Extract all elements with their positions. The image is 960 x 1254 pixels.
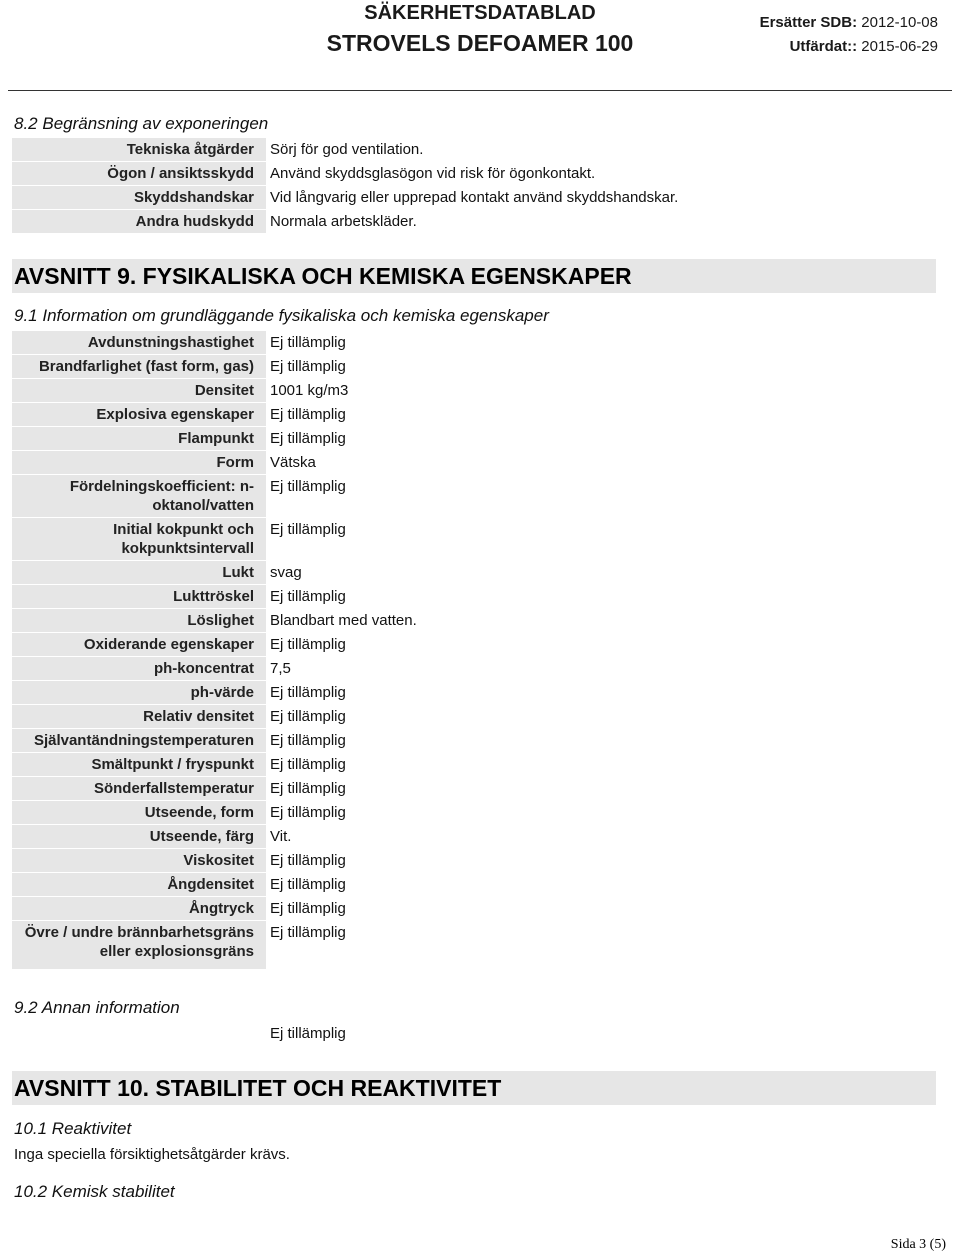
section-9-title: AVSNITT 9. FYSIKALISKA OCH KEMISKA EGENSKAPER	[12, 259, 936, 293]
table-row	[12, 777, 936, 800]
table-row	[12, 331, 936, 354]
table-row	[12, 849, 936, 872]
property-value: Använd skyddsglasögon vid risk för ögonkontakt.	[270, 165, 596, 182]
issued-date: 2015-06-29	[861, 38, 938, 55]
table-row	[12, 186, 936, 209]
property-value: Ej tillämplig	[270, 756, 346, 773]
property-label: Övre / undre brännbarhetsgräns eller explosionsgräns	[12, 921, 266, 969]
property-value: svag	[270, 564, 302, 581]
property-label: Lukt	[12, 561, 266, 584]
property-value: Ej tillämplig	[270, 588, 346, 605]
table-row	[12, 162, 936, 185]
property-value: Ej tillämplig	[270, 684, 346, 701]
property-value: Ej tillämplig	[270, 900, 346, 917]
property-value: Ej tillämplig	[270, 708, 346, 725]
property-value: Vätska	[270, 454, 316, 471]
property-label: Brandfarlighet (fast form, gas)	[12, 355, 266, 378]
property-value: Normala arbetskläder.	[270, 213, 417, 230]
table-row	[12, 753, 936, 776]
subheading-10-1: 10.1 Reaktivitet	[14, 1119, 132, 1138]
issued-date-line	[790, 38, 938, 55]
property-label: Skyddshandskar	[12, 186, 266, 209]
reactivity-text: Inga speciella försiktighetsåtgärder krävs.	[14, 1146, 290, 1163]
property-label: Flampunkt	[12, 427, 266, 450]
property-value: Ej tillämplig	[270, 334, 346, 351]
property-label: ph-koncentrat	[12, 657, 266, 680]
table-row	[12, 681, 936, 704]
property-label: Löslighet	[12, 609, 266, 632]
table-row	[12, 210, 936, 233]
property-value: Ej tillämplig	[270, 780, 346, 797]
property-value: 1001 kg/m3	[270, 382, 349, 399]
table-row	[12, 379, 936, 402]
property-label: Initial kokpunkt och kokpunktsintervall	[12, 518, 266, 560]
section-10-title: AVSNITT 10. STABILITET OCH REAKTIVITET	[12, 1071, 936, 1105]
property-value: Ej tillämplig	[270, 804, 346, 821]
subheading-9-2: 9.2 Annan information	[14, 998, 180, 1017]
property-label: Form	[12, 451, 266, 474]
header-divider	[8, 90, 952, 91]
table-row	[12, 355, 936, 378]
property-label: Ångdensitet	[12, 873, 266, 896]
property-label: Utseende, form	[12, 801, 266, 824]
property-value: Ej tillämplig	[270, 406, 346, 423]
property-value: Ej tillämplig	[270, 636, 346, 653]
property-value: Ej tillämplig	[270, 924, 346, 941]
table-row	[12, 729, 936, 752]
property-label: Ångtryck	[12, 897, 266, 920]
property-label: Ögon / ansiktsskydd	[12, 162, 266, 185]
other-info-value: Ej tillämplig	[270, 1025, 346, 1042]
property-value: Ej tillämplig	[270, 852, 346, 869]
property-value: Ej tillämplig	[270, 732, 346, 749]
table-row	[12, 633, 936, 656]
property-label: Sönderfallstemperatur	[12, 777, 266, 800]
subheading-9-1: 9.1 Information om grundläggande fysikaliska och kemiska egenskaper	[14, 306, 549, 325]
property-label: Explosiva egenskaper	[12, 403, 266, 426]
table-row	[12, 609, 936, 632]
table-row	[12, 427, 936, 450]
property-label: Fördelningskoefficient: n-oktanol/vatten	[12, 475, 266, 517]
replaces-sdb	[760, 14, 938, 31]
property-value: Ej tillämplig	[270, 521, 346, 538]
replaces-label: Ersätter SDB:	[759, 14, 858, 31]
property-value: Blandbart med vatten.	[270, 612, 417, 629]
table-row	[12, 825, 936, 848]
property-value: Sörj för god ventilation.	[270, 141, 424, 158]
document-title: SÄKERHETSDATABLAD	[364, 2, 596, 24]
property-label: Oxiderande egenskaper	[12, 633, 266, 656]
table-row	[12, 403, 936, 426]
replaces-date: 2012-10-08	[861, 14, 938, 31]
property-value: Ej tillämplig	[270, 876, 346, 893]
property-value: Vid långvarig eller upprepad kontakt använd skyddshandskar.	[270, 189, 679, 206]
issued-label: Utfärdat::	[789, 38, 858, 55]
property-label: Viskositet	[12, 849, 266, 872]
subheading-8-2: 8.2 Begränsning av exponeringen	[14, 114, 269, 133]
table-row	[12, 873, 936, 896]
property-value: 7,5	[270, 660, 291, 677]
property-label: Utseende, färg	[12, 825, 266, 848]
property-label: Densitet	[12, 379, 266, 402]
property-value: Ej tillämplig	[270, 478, 346, 495]
subheading-10-2: 10.2 Kemisk stabilitet	[14, 1182, 175, 1201]
table-row	[12, 451, 936, 474]
property-label: Avdunstningshastighet	[12, 331, 266, 354]
property-label: Smältpunkt / fryspunkt	[12, 753, 266, 776]
property-label: Lukttröskel	[12, 585, 266, 608]
table-row	[12, 921, 936, 969]
property-label: Relativ densitet	[12, 705, 266, 728]
property-label: Andra hudskydd	[12, 210, 266, 233]
property-label: Tekniska åtgärder	[12, 138, 266, 161]
table-row	[12, 897, 936, 920]
property-value: Vit.	[270, 828, 292, 845]
table-row	[12, 585, 936, 608]
property-value: Ej tillämplig	[270, 358, 346, 375]
table-row	[12, 705, 936, 728]
product-name: STROVELS DEFOAMER 100	[326, 30, 634, 56]
table-row	[12, 657, 936, 680]
table-row	[12, 518, 936, 560]
property-value: Ej tillämplig	[270, 430, 346, 447]
table-row	[12, 561, 936, 584]
page-number: Sida 3 (5)	[890, 1237, 946, 1252]
table-row	[12, 801, 936, 824]
property-label: ph-värde	[12, 681, 266, 704]
table-row	[12, 475, 936, 517]
table-row	[12, 138, 936, 161]
property-label: Självantändningstemperaturen	[12, 729, 266, 752]
